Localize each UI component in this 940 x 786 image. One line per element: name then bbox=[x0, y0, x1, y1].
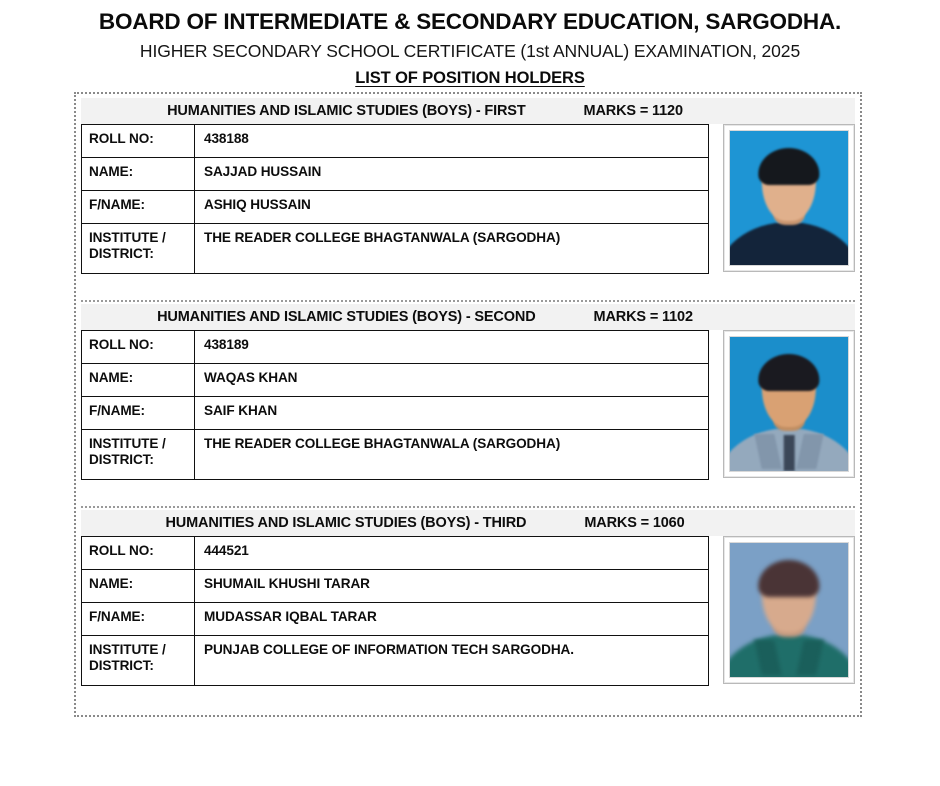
card-header-third bbox=[81, 510, 855, 536]
position-card-third bbox=[81, 510, 855, 711]
value-name: SHUMAIL KHUSHI TARAR bbox=[195, 570, 709, 603]
label-roll-no: ROLL NO: bbox=[82, 331, 195, 364]
label-institute-line2: DISTRICT: bbox=[89, 658, 154, 674]
label-name: NAME: bbox=[82, 570, 195, 603]
card-marks-text: MARKS = 1060 bbox=[584, 515, 685, 531]
card-header-second bbox=[81, 304, 855, 330]
value-institute-district: THE READER COLLEGE BHAGTANWALA (SARGODHA) bbox=[195, 224, 709, 274]
photo-frame-third bbox=[723, 536, 855, 684]
detail-table-first bbox=[81, 124, 709, 274]
value-father-name: ASHIQ HUSSAIN bbox=[195, 191, 709, 224]
card-separator-1 bbox=[81, 300, 855, 302]
label-institute-district bbox=[82, 636, 195, 686]
label-name: NAME: bbox=[82, 158, 195, 191]
card-marks-text: MARKS = 1120 bbox=[583, 103, 683, 119]
label-father-name: F/NAME: bbox=[82, 397, 195, 430]
table-row-father-name bbox=[82, 191, 709, 224]
table-row-institute bbox=[82, 224, 709, 274]
board-title: BOARD OF INTERMEDIATE & SECONDARY EDUCATION, SARGODHA. bbox=[98, 9, 842, 34]
list-title-container bbox=[0, 67, 940, 90]
table-row-name bbox=[82, 364, 709, 397]
table-row-institute bbox=[82, 430, 709, 480]
table-row-father-name bbox=[82, 397, 709, 430]
table-row-roll-no bbox=[82, 125, 709, 158]
table-row-roll-no bbox=[82, 331, 709, 364]
photo-frame-first bbox=[723, 124, 855, 272]
position-holders-frame bbox=[74, 92, 862, 717]
label-father-name: F/NAME: bbox=[82, 603, 195, 636]
label-institute-line2: DISTRICT: bbox=[89, 246, 154, 262]
value-roll-no: 444521 bbox=[195, 537, 709, 570]
value-father-name: SAIF KHAN bbox=[195, 397, 709, 430]
detail-table-third bbox=[81, 536, 709, 686]
label-father-name: F/NAME: bbox=[82, 191, 195, 224]
label-institute-line1: INSTITUTE / bbox=[89, 642, 166, 657]
list-of-position-holders-title: LIST OF POSITION HOLDERS bbox=[355, 69, 585, 88]
photo-slot-second bbox=[709, 330, 855, 478]
photo-slot-first bbox=[709, 124, 855, 272]
card-heading-text: HUMANITIES AND ISLAMIC STUDIES (BOYS) - THIRD bbox=[165, 515, 527, 531]
photo-slot-third bbox=[709, 536, 855, 684]
label-institute-line1: INSTITUTE / bbox=[89, 230, 166, 245]
photo-frame-second bbox=[723, 330, 855, 478]
document-header bbox=[0, 0, 940, 91]
value-roll-no: 438189 bbox=[195, 331, 709, 364]
table-row-institute bbox=[82, 636, 709, 686]
value-institute-district: PUNJAB COLLEGE OF INFORMATION TECH SARGODHA. bbox=[195, 636, 709, 686]
table-row-name bbox=[82, 570, 709, 603]
table-row-roll-no bbox=[82, 537, 709, 570]
position-card-second bbox=[81, 304, 855, 505]
label-institute-district bbox=[82, 430, 195, 480]
card-separator-2 bbox=[81, 506, 855, 508]
card-body-third bbox=[81, 536, 855, 711]
card-heading-text: HUMANITIES AND ISLAMIC STUDIES (BOYS) - SECOND bbox=[157, 309, 536, 325]
card-marks-text: MARKS = 1102 bbox=[593, 309, 693, 325]
card-heading-text: HUMANITIES AND ISLAMIC STUDIES (BOYS) - FIRST bbox=[167, 103, 526, 119]
label-institute-line2: DISTRICT: bbox=[89, 452, 154, 468]
card-header-first bbox=[81, 98, 855, 124]
value-father-name: MUDASSAR IQBAL TARAR bbox=[195, 603, 709, 636]
photo-necktie bbox=[784, 435, 795, 471]
detail-table-second bbox=[81, 330, 709, 480]
label-name: NAME: bbox=[82, 364, 195, 397]
value-name: WAQAS KHAN bbox=[195, 364, 709, 397]
examination-subtitle: HIGHER SECONDARY SCHOOL CERTIFICATE (1st ANNUAL) EXAMINATION, 2025 bbox=[139, 41, 801, 62]
student-photo-second bbox=[729, 336, 849, 472]
student-photo-third bbox=[729, 542, 849, 678]
label-institute-district bbox=[82, 224, 195, 274]
label-roll-no: ROLL NO: bbox=[82, 537, 195, 570]
table-row-father-name bbox=[82, 603, 709, 636]
student-photo-first bbox=[729, 130, 849, 266]
value-institute-district: THE READER COLLEGE BHAGTANWALA (SARGODHA) bbox=[195, 430, 709, 480]
cards-container bbox=[81, 98, 855, 711]
value-roll-no: 438188 bbox=[195, 125, 709, 158]
card-body-first bbox=[81, 124, 855, 299]
table-row-name bbox=[82, 158, 709, 191]
label-roll-no: ROLL NO: bbox=[82, 125, 195, 158]
card-body-second bbox=[81, 330, 855, 505]
value-name: SAJJAD HUSSAIN bbox=[195, 158, 709, 191]
position-card-first bbox=[81, 98, 855, 299]
label-institute-line1: INSTITUTE / bbox=[89, 436, 166, 451]
